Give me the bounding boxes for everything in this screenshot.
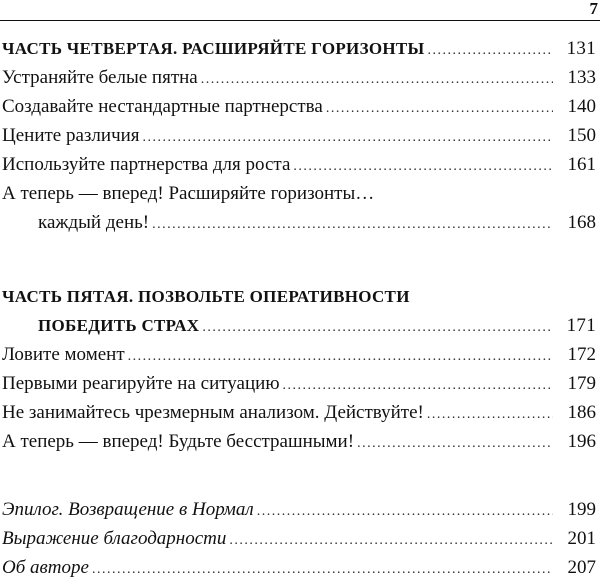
- toc-entry[interactable]: [2, 340, 596, 369]
- toc-page-number: 171: [566, 315, 596, 336]
- toc-page-number: 201: [567, 528, 596, 549]
- dot-leader: [92, 555, 553, 584]
- toc-entry-title: Устраняйте белые пятна: [2, 67, 198, 88]
- dot-leader: [293, 152, 553, 181]
- toc-page-number: 140: [567, 96, 596, 117]
- toc-entry-title: Создавайте нестандартные партнерства: [2, 96, 323, 117]
- toc-page-number: 199: [567, 499, 596, 520]
- toc-page-number: 207: [567, 557, 596, 578]
- dot-leader: [128, 342, 553, 371]
- toc-part5-heading-line1[interactable]: [2, 282, 596, 311]
- toc-entry-line2[interactable]: [2, 208, 596, 237]
- toc-page-number: 179: [567, 373, 596, 394]
- toc-back-matter-entry[interactable]: [2, 495, 596, 524]
- toc-entry-line1[interactable]: [2, 179, 596, 208]
- dot-leader: [428, 36, 553, 65]
- toc-heading-title: ЧАСТЬ ПЯТАЯ. ПОЗВОЛЬТЕ ОПЕРАТИВНОСТИ: [2, 287, 410, 306]
- toc-entry[interactable]: [2, 369, 596, 398]
- toc-part4-heading[interactable]: [2, 34, 596, 63]
- toc-entry-title: каждый день!: [38, 212, 150, 233]
- toc-entry[interactable]: [2, 92, 596, 121]
- toc-back-matter-entry[interactable]: [2, 524, 596, 553]
- page-number: 7: [589, 0, 598, 18]
- toc-entry[interactable]: [2, 427, 596, 456]
- dot-leader: [326, 94, 553, 123]
- header-rule: [0, 20, 600, 21]
- toc-entry-title: А теперь — вперед! Расширяйте горизонты…: [2, 183, 375, 204]
- dot-leader: [427, 400, 553, 429]
- dot-leader: [283, 371, 553, 400]
- toc-page-number: 172: [567, 344, 596, 365]
- toc-entry[interactable]: [2, 63, 596, 92]
- dot-leader: [202, 313, 553, 342]
- toc-page-number: 196: [567, 431, 596, 452]
- dot-leader: [152, 210, 553, 239]
- toc-entry-title: А теперь — вперед! Будьте бесстрашными!: [2, 431, 355, 452]
- toc-entry-title: Первыми реагируйте на ситуацию: [2, 373, 280, 394]
- toc-page-number: 161: [567, 154, 596, 175]
- dot-leader: [143, 123, 553, 152]
- section-gap: [2, 237, 596, 282]
- toc-page-number: 133: [567, 67, 596, 88]
- section-gap: [2, 456, 596, 495]
- toc-page-number: 150: [567, 125, 596, 146]
- toc-back-matter-entry[interactable]: [2, 553, 596, 582]
- toc-entry-title: Не занимайтесь чрезмерным анализом. Действуйте!: [2, 402, 424, 423]
- toc-entry-title: Ловите момент: [2, 344, 125, 365]
- dot-leader: [229, 526, 553, 555]
- toc-page-number: 168: [567, 212, 596, 233]
- toc-entry-title: Выражение благодарности: [2, 528, 227, 549]
- toc-entry-title: Используйте партнерства для роста: [2, 154, 291, 175]
- toc-page-number: 131: [566, 38, 596, 59]
- toc-page-number: 186: [567, 402, 596, 423]
- toc-entry[interactable]: [2, 150, 596, 179]
- toc-entry[interactable]: [2, 121, 596, 150]
- dot-leader: [257, 497, 553, 526]
- table-of-contents: [2, 34, 596, 582]
- dot-leader: [357, 429, 553, 458]
- dot-leader: [201, 65, 553, 94]
- toc-entry[interactable]: [2, 398, 596, 427]
- toc-entry-title: Эпилог. Возвращение в Нормал: [2, 499, 254, 520]
- toc-entry-title: Об авторе: [2, 557, 89, 578]
- toc-part5-heading-line2[interactable]: [2, 311, 596, 340]
- toc-heading-title: ЧАСТЬ ЧЕТВЕРТАЯ. РАСШИРЯЙТЕ ГОРИЗОНТЫ: [2, 39, 425, 58]
- toc-entry-title: Цените различия: [2, 125, 140, 146]
- toc-heading-title: ПОБЕДИТЬ СТРАХ: [38, 316, 200, 335]
